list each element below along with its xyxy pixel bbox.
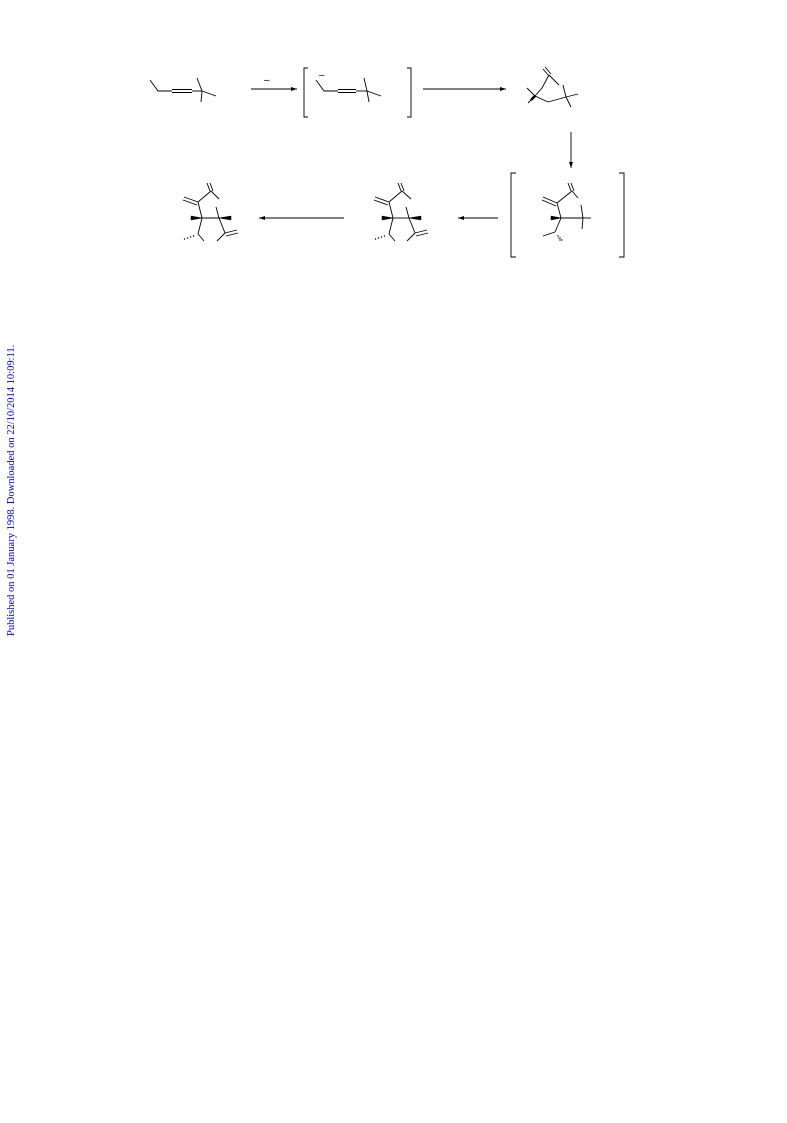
publication-sidebar-note: Published on 01 January 1998. Downloaded on 22/10/2014 10:09:11.	[6, 344, 17, 636]
bicyclic-product	[183, 183, 238, 241]
bracketed-cyclopentane-intermediate	[511, 173, 624, 257]
anion-charge: –	[319, 70, 325, 81]
cyclized-intermediate	[527, 67, 578, 107]
bicyclic-intermediate	[374, 183, 428, 241]
reagent-charge: –	[264, 75, 270, 86]
starting-alkyne	[150, 78, 216, 102]
bracketed-anion	[304, 68, 411, 117]
reaction-scheme	[0, 0, 787, 300]
